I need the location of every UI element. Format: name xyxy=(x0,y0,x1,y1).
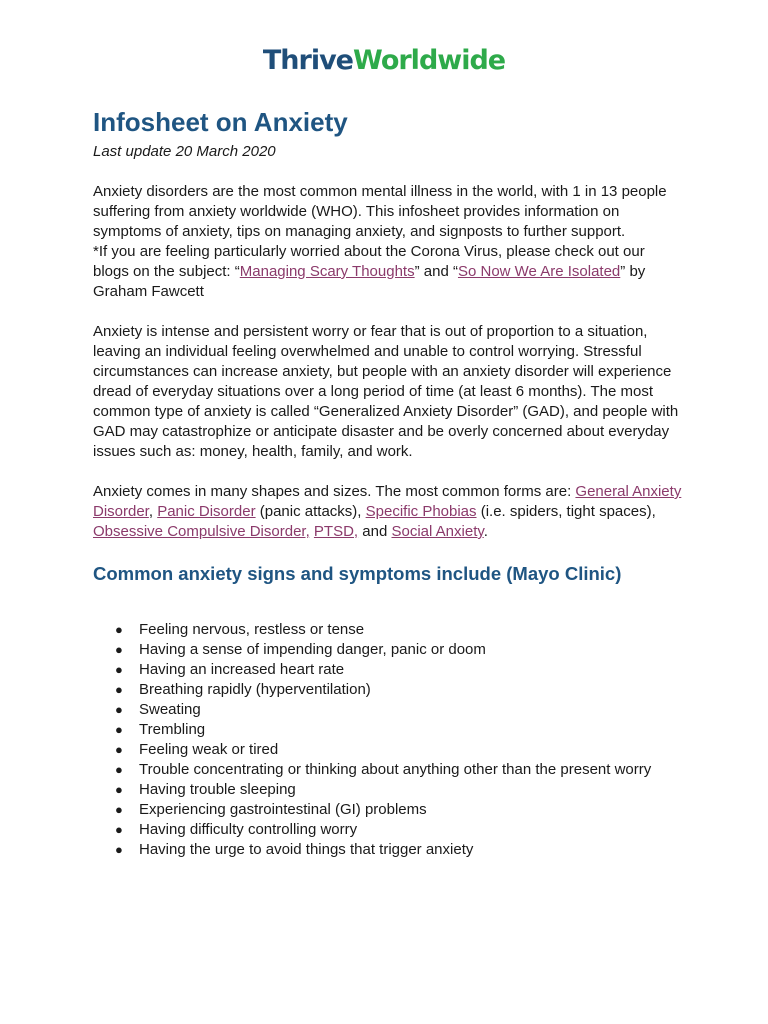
bullet-icon: ● xyxy=(115,662,123,677)
thrive-worldwide-logo xyxy=(0,44,768,78)
intro-paragraph xyxy=(93,182,683,242)
bullet-icon: ● xyxy=(115,622,123,637)
list-item: ● Sweating xyxy=(115,701,201,718)
bullet-icon: ● xyxy=(115,702,123,717)
symptoms-list xyxy=(93,620,683,860)
list-item: ● Having difficulty controlling worry xyxy=(115,821,358,838)
bullet-icon: ● xyxy=(115,782,123,797)
list-item: ● Having the urge to avoid things that trigger anxiety xyxy=(115,841,474,858)
definition-paragraph: Anxiety is intense and persistent worry or fear that is out of proportion to a situation, leaving an individual feeling overwhelmed and unable to control worrying. Stressful circumstances can increase anxiety, but people with an anxiety disorder will experience dread of everyday situations over a long period of time (at least 6 months). The most common type of anxiety is called “Generalized Anxiety Disorder” (GAD), and people with GAD may catastrophize or anticipate disaster and be overly concerned about everyday issues such as: money, health, family, and work. xyxy=(93,323,679,460)
logo-thrive: Thrive xyxy=(262,45,353,76)
list-item: ● Having an increased heart rate xyxy=(115,661,345,678)
list-item: ● Experiencing gastrointestinal (GI) problems xyxy=(115,801,427,818)
list-item: ● Breathing rapidly (hyperventilation) xyxy=(115,681,371,698)
logo-worldwide: Worldwide xyxy=(353,45,506,76)
social-anxiety-link[interactable]: Social Anxiety xyxy=(391,523,484,540)
panic-disorder-link[interactable]: Panic Disorder xyxy=(157,503,256,520)
intro-text: Anxiety disorders are the most common mental illness in the world, with 1 in 13 people suffering from anxiety worldwide (WHO). This infosheet provides information on symptoms of anxiety, tips on managing anxiety, and signposts to further support. xyxy=(93,183,667,240)
ocd-link[interactable]: Obsessive Compulsive Disorder, xyxy=(93,523,310,540)
bullet-icon: ● xyxy=(115,842,123,857)
document-body xyxy=(93,104,683,860)
list-item: ● Trembling xyxy=(115,721,206,738)
corona-note: *If you are feeling particularly worried about the Corona Virus, please check out our blogs on the subject: “Managing Scary Thoughts” and “So Now We Are Isolated” by Graham Fawcett xyxy=(93,243,646,300)
last-update: Last update 20 March 2020 xyxy=(93,143,276,160)
so-now-we-are-isolated-link[interactable]: So Now We Are Isolated xyxy=(457,263,621,280)
bullet-icon: ● xyxy=(115,802,123,817)
ptsd-link[interactable]: PTSD, xyxy=(313,523,359,540)
bullet-icon: ● xyxy=(115,722,123,737)
forms-paragraph: Anxiety comes in many shapes and sizes. The most common forms are: General Anxiety Disorder, Panic Disorder (panic attacks), Specific Phobias (i.e. spiders, tight spaces), Obsessive Compulsive Disorder, PTSD, and Social Anxiety. xyxy=(93,483,682,540)
symptoms-heading: Common anxiety signs and symptoms include (Mayo Clinic) xyxy=(93,563,622,584)
bullet-icon: ● xyxy=(115,762,123,777)
bullet-icon: ● xyxy=(115,822,123,837)
bullet-icon: ● xyxy=(115,742,123,757)
general-anxiety-disorder-link[interactable]: General Anxiety Disorder xyxy=(93,483,682,520)
list-item: ● Having trouble sleeping xyxy=(115,781,296,798)
list-item: ● Feeling nervous, restless or tense xyxy=(115,621,365,638)
specific-phobias-link[interactable]: Specific Phobias xyxy=(365,503,477,520)
bullet-icon: ● xyxy=(115,682,123,697)
page-title: Infosheet on Anxiety xyxy=(93,107,348,137)
list-item: ● Trouble concentrating or thinking about anything other than the present worry xyxy=(115,761,652,778)
list-item: ● Feeling weak or tired xyxy=(115,741,279,758)
managing-scary-thoughts-link[interactable]: Managing Scary Thoughts xyxy=(239,263,415,280)
bullet-icon: ● xyxy=(115,642,123,657)
list-item: ● Having a sense of impending danger, panic or doom xyxy=(115,641,486,658)
